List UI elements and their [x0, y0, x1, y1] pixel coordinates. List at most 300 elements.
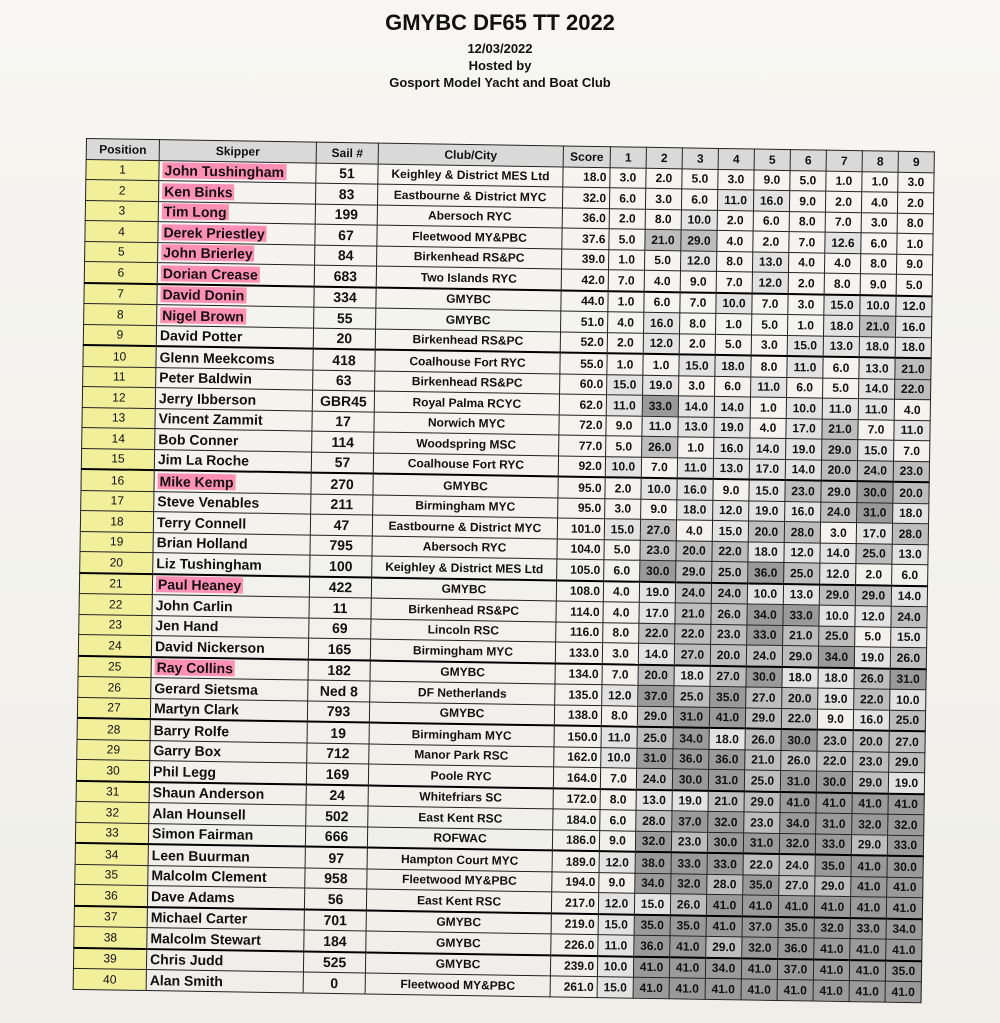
race-result-cell: 1.0 — [678, 437, 714, 458]
club-cell: East Kent RSC — [368, 806, 553, 829]
race-result-cell: 23.0 — [711, 624, 747, 645]
race-result-cell: 26.0 — [781, 750, 817, 771]
results-table — [73, 138, 935, 1003]
club-cell: Two Islands RYC — [376, 266, 561, 290]
race-result-cell: 8.0 — [680, 313, 716, 334]
score-cell: 18.0 — [563, 166, 610, 187]
race-result-cell: 7.0 — [600, 768, 636, 790]
race-result-cell: 26.0 — [711, 603, 747, 624]
race-result-cell: 12.0 — [643, 333, 679, 355]
race-result-cell: 35.0 — [634, 914, 670, 936]
skipper-cell — [148, 844, 305, 867]
skipper-name: Alan Smith — [149, 971, 224, 990]
club-cell: Norwich MYC — [374, 412, 559, 435]
race-result-cell: 11.0 — [894, 420, 930, 441]
column-header: 8 — [862, 151, 898, 172]
score-cell: 217.0 — [551, 892, 598, 914]
race-result-cell: 13.0 — [892, 544, 928, 565]
skipper-name: Mike Kemp — [159, 472, 234, 491]
race-result-cell: 41.0 — [706, 894, 742, 916]
race-result-cell: 12.0 — [598, 893, 634, 915]
position-cell: 32 — [76, 801, 149, 823]
race-result-cell: 5.0 — [644, 250, 680, 271]
race-result-cell: 29.0 — [855, 585, 891, 607]
race-result-cell: 14.0 — [859, 378, 895, 399]
race-result-cell: 6.0 — [715, 376, 751, 397]
race-result-cell: 36.0 — [778, 937, 814, 959]
race-result-cell: 29.0 — [819, 584, 855, 606]
score-cell: 52.0 — [560, 331, 607, 353]
race-result-cell: 11.0 — [606, 395, 642, 416]
score-cell: 95.0 — [558, 476, 605, 498]
race-result-cell: 27.0 — [889, 731, 925, 753]
club-cell: GMYBC — [366, 931, 551, 955]
skipper-cell — [152, 574, 309, 597]
race-result-cell: 18.0 — [893, 503, 929, 524]
position-cell: 22 — [79, 593, 152, 615]
sail-number-cell: 67 — [315, 224, 377, 245]
sail-number-cell: 69 — [309, 618, 371, 639]
race-result-cell: 27.0 — [710, 665, 746, 687]
race-result-cell: 9.0 — [680, 271, 716, 293]
race-result-cell: 3.0 — [718, 169, 754, 190]
race-result-cell: 11.0 — [858, 399, 894, 420]
race-result-cell: 10.0 — [890, 689, 926, 710]
race-result-cell: 20.0 — [821, 460, 857, 482]
race-result-cell: 23.0 — [671, 831, 707, 853]
race-result-cell: 21.0 — [822, 419, 858, 440]
sail-number-cell: 51 — [316, 163, 378, 184]
position-cell: 26 — [78, 676, 151, 698]
race-result-cell: 22.0 — [817, 751, 853, 772]
skipper-name: Ray Collins — [156, 659, 234, 677]
race-result-cell: 31.0 — [637, 748, 673, 769]
skipper-name: Peter Baldwin — [159, 369, 252, 387]
race-result-cell: 15.0 — [787, 335, 823, 357]
position-cell: 4 — [85, 220, 158, 242]
race-result-cell: 33.0 — [815, 834, 851, 856]
race-result-cell: 24.0 — [711, 582, 747, 604]
race-result-cell: 23.0 — [785, 480, 821, 502]
race-result-cell: 3.0 — [898, 172, 934, 193]
race-result-cell: 1.0 — [608, 291, 644, 313]
skipper-cell — [158, 242, 315, 265]
race-result-cell: 1.0 — [607, 353, 643, 375]
race-result-cell: 41.0 — [780, 791, 816, 813]
host-club: Gosport Model Yacht and Boat Club — [389, 75, 611, 90]
skipper-name: Vincent Zammit — [158, 410, 263, 429]
score-cell: 108.0 — [556, 580, 603, 602]
sail-number-cell: 24 — [306, 784, 368, 806]
race-result-cell: 41.0 — [777, 979, 813, 1000]
race-result-cell: 4.0 — [608, 312, 644, 333]
race-result-cell: 13.0 — [713, 458, 749, 480]
race-result-cell: 6.0 — [823, 357, 859, 379]
race-result-cell: 5.0 — [751, 314, 787, 335]
race-result-cell: 27.0 — [779, 875, 815, 896]
race-result-cell: 41.0 — [851, 855, 887, 877]
club-cell: Fleetwood MY&PBC — [365, 973, 550, 996]
race-result-cell: 4.0 — [824, 253, 860, 274]
race-result-cell: 41.0 — [850, 897, 886, 919]
column-header: 6 — [790, 150, 826, 171]
race-result-cell: 25.0 — [712, 561, 748, 583]
race-result-cell: 5.0 — [715, 334, 751, 356]
race-result-cell: 18.0 — [818, 667, 854, 689]
race-result-cell: 10.0 — [860, 295, 896, 317]
sheet-header — [0, 10, 1000, 91]
race-result-cell: 12.6 — [825, 232, 861, 253]
race-result-cell: 27.0 — [674, 644, 710, 666]
race-result-cell: 19.0 — [639, 581, 675, 603]
club-cell: DF Netherlands — [370, 681, 555, 704]
club-cell: Royal Palma RCYC — [374, 391, 559, 414]
race-result-cell: 1.0 — [643, 354, 679, 376]
skipper-cell — [148, 865, 305, 888]
race-result-cell: 37.0 — [742, 916, 778, 938]
sail-number-cell: 169 — [306, 763, 368, 785]
race-result-cell: 23.0 — [853, 751, 889, 772]
race-result-cell: 18.0 — [859, 336, 895, 358]
race-result-cell: 6.0 — [892, 564, 928, 586]
race-result-cell: 30.0 — [887, 856, 923, 878]
skipper-name: Brian Holland — [156, 534, 248, 552]
race-result-cell: 34.0 — [747, 604, 783, 625]
race-result-cell: 41.0 — [741, 979, 777, 1000]
race-result-cell: 22.0 — [894, 379, 930, 400]
sail-number-cell: 47 — [310, 514, 372, 535]
skipper-name: Paul Heaney — [157, 576, 242, 594]
race-result-cell: 20.0 — [782, 687, 818, 708]
sail-number-cell: 793 — [307, 701, 369, 723]
skipper-cell — [150, 740, 307, 763]
race-result-cell: 36.0 — [673, 748, 709, 769]
race-result-cell: 22.0 — [854, 689, 890, 710]
skipper-cell — [149, 782, 306, 805]
race-result-cell: 20.0 — [748, 521, 784, 542]
skipper-name: Martyn Clark — [153, 700, 239, 718]
race-result-cell: 7.0 — [716, 271, 752, 293]
race-result-cell: 12.0 — [855, 606, 891, 627]
race-result-cell: 8.0 — [751, 355, 787, 377]
race-result-cell: 23.0 — [893, 461, 929, 483]
skipper-cell — [150, 698, 307, 721]
race-result-cell: 34.0 — [673, 727, 709, 749]
race-result-cell: 21.0 — [859, 316, 895, 337]
race-result-cell: 6.0 — [787, 377, 823, 398]
skipper-name: Alan Hounsell — [152, 804, 246, 823]
race-result-cell: 29.0 — [821, 481, 857, 503]
race-result-cell: 11.0 — [601, 726, 637, 748]
race-result-cell: 34.0 — [818, 646, 854, 668]
score-cell: 92.0 — [558, 455, 605, 477]
race-result-cell: 34.0 — [886, 918, 922, 940]
race-result-cell: 16.0 — [785, 501, 821, 522]
race-result-cell: 18.0 — [677, 499, 713, 520]
sail-number-cell: 56 — [304, 888, 366, 910]
race-result-cell: 7.0 — [752, 293, 788, 315]
race-result-cell: 5.0 — [855, 626, 891, 647]
position-cell: 9 — [83, 324, 156, 346]
race-result-cell: 29.0 — [744, 791, 780, 813]
race-result-cell: 20.0 — [638, 664, 674, 686]
race-result-cell: 32.0 — [888, 814, 924, 835]
race-result-cell: 12.0 — [680, 250, 716, 271]
race-result-cell: 36.0 — [709, 749, 745, 770]
position-cell: 16 — [81, 469, 154, 491]
race-result-cell: 6.0 — [861, 233, 897, 254]
race-result-cell: 4.0 — [750, 417, 786, 438]
skipper-cell — [151, 636, 308, 659]
race-result-cell: 24.0 — [821, 502, 857, 523]
race-result-cell: 13.0 — [678, 416, 714, 437]
race-result-cell: 3.0 — [610, 167, 646, 188]
race-result-cell: 11.0 — [822, 398, 858, 419]
skipper-name: Jim La Roche — [157, 451, 250, 469]
event-date: 12/03/2022 — [467, 41, 533, 56]
skipper-cell — [149, 761, 306, 784]
race-result-cell: 25.0 — [856, 543, 892, 564]
race-result-cell: 28.0 — [892, 523, 928, 544]
race-result-cell: 41.0 — [852, 793, 888, 815]
race-result-cell: 3.0 — [645, 188, 681, 209]
sail-number-cell: 17 — [312, 411, 374, 432]
race-result-cell: 11.0 — [787, 356, 823, 378]
race-result-cell: 32.0 — [852, 814, 888, 835]
race-result-cell: 35.0 — [815, 855, 851, 877]
score-cell: 186.0 — [552, 829, 599, 851]
race-result-cell: 11.0 — [677, 457, 713, 479]
race-result-cell: 17.0 — [639, 602, 675, 623]
sail-number-cell: 422 — [309, 576, 371, 598]
score-cell: 150.0 — [554, 725, 601, 747]
race-result-cell: 4.0 — [603, 602, 639, 623]
race-result-cell: 21.0 — [745, 749, 781, 770]
race-result-cell: 24.0 — [779, 854, 815, 876]
race-result-cell: 29.0 — [852, 772, 888, 794]
race-result-cell: 6.0 — [600, 810, 636, 831]
skipper-cell — [147, 907, 304, 930]
race-result-cell: 19.0 — [888, 772, 924, 794]
race-result-cell: 9.0 — [599, 830, 635, 852]
race-result-cell: 2.0 — [607, 332, 643, 354]
race-result-cell: 29.0 — [815, 876, 851, 897]
race-result-cell: 10.0 — [716, 292, 752, 314]
race-result-cell: 8.0 — [789, 211, 825, 232]
race-result-cell: 9.0 — [713, 479, 749, 501]
race-result-cell: 21.0 — [645, 229, 681, 250]
race-result-cell: 7.0 — [680, 292, 716, 314]
race-result-cell: 15.0 — [891, 627, 927, 648]
sail-number-cell: 418 — [313, 349, 375, 371]
skipper-name: Bob Conner — [158, 430, 239, 449]
race-result-cell: 4.0 — [676, 520, 712, 541]
skipper-cell — [153, 532, 310, 555]
skipper-cell — [150, 719, 307, 742]
sail-number-cell: 334 — [314, 286, 376, 308]
skipper-name: Dorian Crease — [162, 264, 258, 283]
skipper-name: Phil Legg — [152, 762, 217, 780]
race-result-cell: 2.0 — [605, 477, 641, 499]
skipper-cell — [157, 263, 314, 286]
race-result-cell: 12.0 — [784, 542, 820, 563]
club-cell: Birkenhead RS&PC — [371, 598, 556, 621]
race-result-cell: 7.0 — [858, 419, 894, 440]
race-result-cell: 18.0 — [715, 355, 751, 377]
race-result-cell: 17.0 — [749, 458, 785, 480]
race-result-cell: 9.0 — [641, 499, 677, 520]
skipper-name: Glenn Meekcoms — [159, 348, 275, 367]
race-result-cell: 5.0 — [896, 274, 932, 296]
race-result-cell: 30.0 — [746, 666, 782, 688]
race-result-cell: 30.0 — [781, 729, 817, 751]
race-result-cell: 19.0 — [749, 500, 785, 521]
club-cell: Whitefriars SC — [368, 785, 553, 809]
score-cell: 60.0 — [560, 373, 607, 394]
score-cell: 226.0 — [551, 934, 598, 956]
column-header: 2 — [646, 147, 682, 168]
club-cell: Birmingham MYC — [373, 495, 558, 518]
sail-number-cell: 525 — [303, 951, 365, 973]
skipper-cell — [153, 512, 310, 535]
position-cell: 13 — [82, 407, 155, 429]
position-cell: 7 — [84, 282, 157, 304]
club-cell: Birkenhead RS&PC — [375, 329, 560, 353]
race-result-cell: 14.0 — [750, 438, 786, 459]
score-cell: 42.0 — [561, 269, 608, 291]
race-result-cell: 8.0 — [824, 273, 860, 295]
race-result-cell: 22.0 — [639, 623, 675, 644]
race-result-cell: 4.0 — [861, 192, 897, 213]
position-cell: 38 — [74, 926, 147, 948]
race-result-cell: 22.0 — [781, 708, 817, 730]
race-result-cell: 7.0 — [825, 212, 861, 233]
score-cell: 72.0 — [559, 414, 606, 435]
race-result-cell: 25.0 — [637, 727, 673, 749]
skipper-name: Jerry Ibberson — [158, 389, 257, 408]
position-cell: 20 — [80, 551, 153, 573]
race-result-cell: 41.0 — [813, 980, 849, 1001]
skipper-name: Barry Rolfe — [153, 721, 230, 740]
club-cell: Keighley & District MES Ltd — [378, 164, 563, 187]
race-result-cell: 10.0 — [681, 209, 717, 230]
skipper-cell — [158, 201, 315, 224]
race-result-cell: 2.0 — [825, 191, 861, 212]
sail-number-cell: 97 — [305, 847, 367, 869]
race-result-cell: 8.0 — [860, 253, 896, 274]
race-result-cell: 32.0 — [671, 873, 707, 894]
race-result-cell: 29.0 — [889, 752, 925, 773]
score-cell: 105.0 — [557, 559, 604, 581]
sail-number-cell: 199 — [315, 204, 377, 225]
race-result-cell: 19.0 — [672, 790, 708, 812]
race-result-cell: 29.0 — [745, 707, 781, 729]
race-result-cell: 4.0 — [894, 399, 930, 420]
sail-number-cell: 502 — [306, 805, 368, 826]
race-result-cell: 5.0 — [609, 229, 645, 250]
sail-number-cell: GBR45 — [312, 390, 374, 411]
race-result-cell: 1.0 — [826, 171, 862, 192]
position-cell: 29 — [77, 739, 150, 761]
race-result-cell: 6.0 — [644, 291, 680, 313]
score-cell: 184.0 — [553, 809, 600, 830]
race-result-cell: 38.0 — [635, 852, 671, 874]
race-result-cell: 2.0 — [788, 273, 824, 295]
race-result-cell: 41.0 — [886, 939, 922, 961]
sail-number-cell: 211 — [311, 494, 373, 515]
skipper-cell — [154, 449, 311, 472]
race-result-cell: 5.0 — [604, 539, 640, 560]
race-result-cell: 12.0 — [752, 272, 788, 294]
race-result-cell: 16.0 — [753, 190, 789, 211]
race-result-cell: 33.0 — [747, 624, 783, 645]
race-result-cell: 15.0 — [607, 374, 643, 395]
club-cell: Eastbourne & District MYC — [377, 184, 562, 207]
club-cell: Abersoch RYC — [377, 205, 562, 228]
race-result-cell: 30.0 — [816, 771, 852, 793]
race-result-cell: 8.0 — [645, 209, 681, 230]
race-result-cell: 18.0 — [782, 667, 818, 689]
race-result-cell: 25.0 — [889, 710, 925, 732]
race-result-cell: 3.0 — [679, 375, 715, 396]
race-result-cell: 19.0 — [818, 688, 854, 709]
skipper-cell — [151, 678, 308, 701]
race-result-cell: 2.0 — [717, 210, 753, 231]
race-result-cell: 13.0 — [636, 789, 672, 811]
race-result-cell: 2.0 — [856, 564, 892, 586]
sail-number-cell: 83 — [315, 183, 377, 204]
skipper-cell — [156, 367, 313, 390]
skipper-cell — [155, 388, 312, 411]
race-result-cell: 31.0 — [857, 502, 893, 523]
skipper-name: Dave Adams — [150, 887, 235, 906]
race-result-cell: 4.0 — [644, 270, 680, 292]
race-result-cell: 6.0 — [753, 210, 789, 231]
position-cell: 21 — [79, 572, 152, 594]
race-result-cell: 31.0 — [708, 769, 744, 791]
race-result-cell: 36.0 — [748, 562, 784, 584]
club-cell: GMYBC — [376, 308, 561, 331]
club-cell: Birmingham MYC — [370, 639, 555, 663]
score-cell: 62.0 — [559, 394, 606, 415]
score-cell: 104.0 — [557, 538, 604, 559]
race-result-cell: 9.0 — [606, 415, 642, 436]
race-result-cell: 19.0 — [786, 439, 822, 460]
race-result-cell: 30.0 — [640, 560, 676, 582]
race-result-cell: 18.0 — [674, 665, 710, 687]
race-result-cell: 27.0 — [640, 519, 676, 540]
club-cell: Eastbourne & District MYC — [372, 515, 557, 538]
race-result-cell: 32.0 — [742, 937, 778, 959]
race-result-cell: 19.0 — [854, 647, 890, 669]
position-cell: 30 — [76, 759, 149, 781]
race-result-cell: 27.0 — [746, 687, 782, 708]
club-cell: Fleetwood MY&PBC — [377, 225, 562, 248]
race-result-cell: 10.0 — [597, 956, 633, 978]
race-result-cell: 13.0 — [752, 251, 788, 272]
position-cell: 2 — [86, 180, 159, 202]
race-result-cell: 16.0 — [677, 478, 713, 500]
skipper-name: Tim Long — [163, 203, 227, 221]
race-result-cell: 17.0 — [856, 523, 892, 544]
skipper-name: John Tushingham — [164, 162, 285, 181]
race-result-cell: 28.0 — [636, 810, 672, 831]
column-header: Skipper — [159, 140, 316, 163]
race-result-cell: 5.0 — [606, 436, 642, 457]
position-cell: 40 — [73, 968, 146, 990]
club-cell: Lincoln RSC — [371, 619, 556, 642]
club-cell: Birkenhead RS&PC — [377, 246, 562, 269]
